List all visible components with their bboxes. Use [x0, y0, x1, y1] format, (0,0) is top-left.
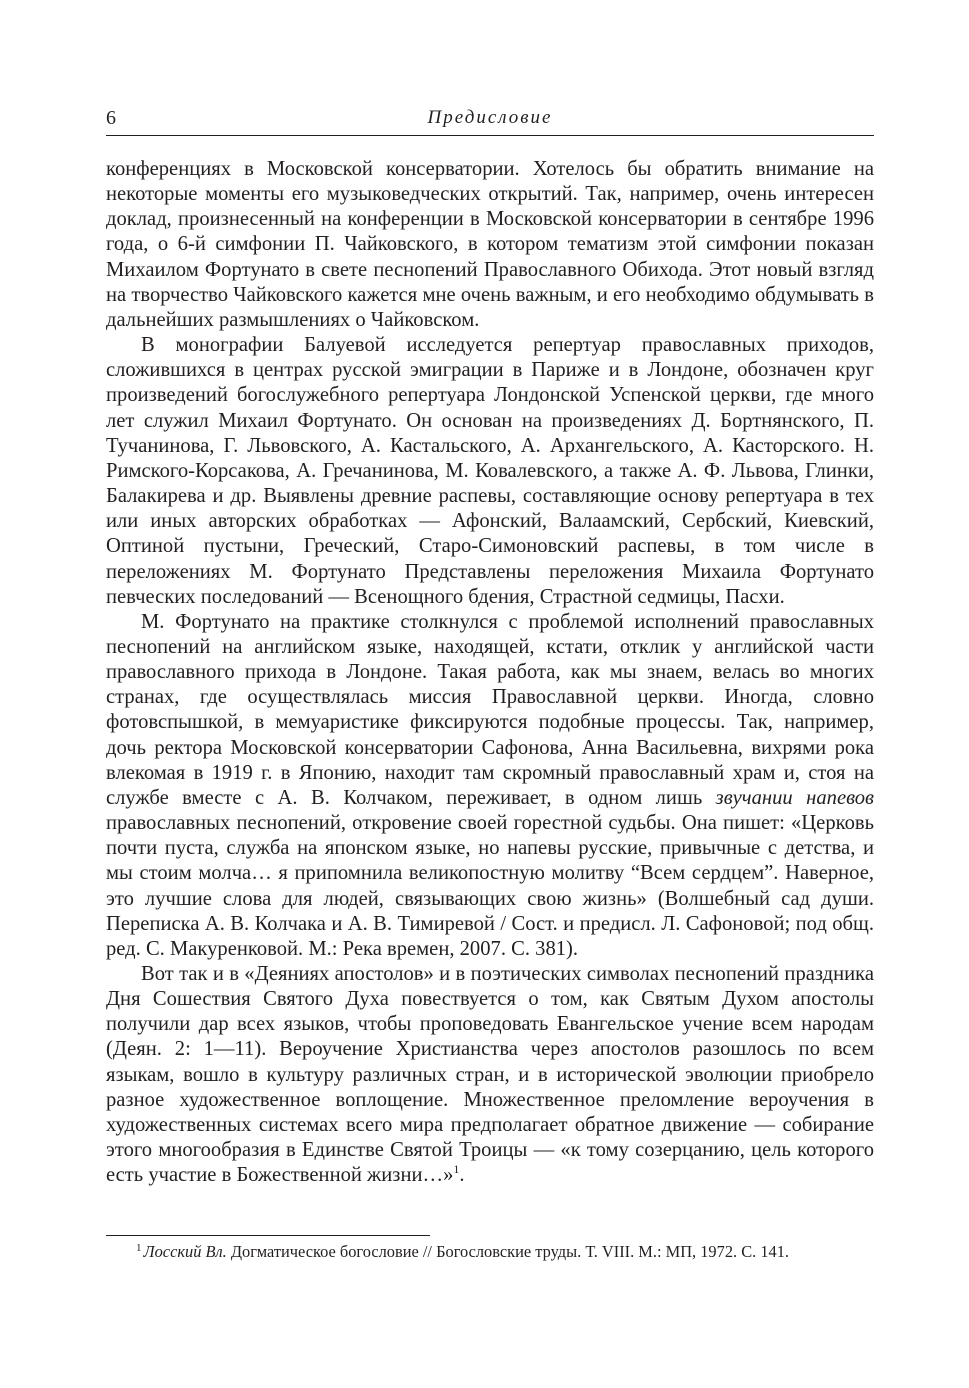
- book-page: [106, 0, 874, 1388]
- paragraph-4-end: .: [459, 1164, 465, 1187]
- paragraph-4: [106, 962, 874, 1188]
- paragraph-3-text-start: М. Фортунато на практике столкнулся с проблемой исполнений православных песнопений на английском языке, находящей, кстати, отклик у английской части православного прихода в Лондоне. Такая работа, как мы знаем, велась во многих странах, где осуществлялась миссия Православной церкви. Иногда, словно фотовспышкой, в мемуаристике фиксируются подобные процессы. Так, например, дочь ректора Московской консерватории Сафонова, Анна Васильевна, вихрями рока влекомая в 1919 г. в Японию, находит там скромный православный храм и, стоя на службе вместе с А. В. Колчаком, переживает, в одном лишь: [106, 610, 874, 809]
- header-rule: [106, 135, 874, 136]
- footnote-rule: [106, 1235, 430, 1236]
- paragraph-3-text-end: православных песнопений, откровение своей горестной судьбы. Она пишет: «Церковь почти пуста, служба на японском языке, но напевы русские, привычные с детства, и мы стоим молча… я припомнила великопостную молитву “Всем сердцем”. Наверное, это лучшие слова для людей, связывающих свою жизнь» (Волшебный сад души. Переписка А. В. Колчака и А. В. Тимиревой / Сост. и предисл. Л. Сафоновой; под общ. ред. С. Макуренковой. М.: Река времен, 2007. С. 381).: [106, 812, 874, 960]
- paragraph-3: [106, 610, 874, 962]
- paragraph-4-text: Вот так и в «Деяниях апостолов» и в поэтических символах песнопений праздника Дня Сошествия Святого Духа повествуется о том, как Святым Духом апостолы получили дар всех языков, чтобы проповедовать Евангельское учение всем народам (Деян. 2: 1—11). Вероучение Христианства через апостолов разошлось по всем языкам, вошло в культуру различных стран, и в исторической эволюции приобрело разное художественное воплощение. Множественное преломление вероучения в художественных системах всего мира предполагает обратное движение — собирание этого многообразия в Единстве Святой Троицы — «к тому созерцанию, цель которого есть участие в Божественной жизни…»: [106, 963, 874, 1187]
- footnote-reference[interactable]: 1: [453, 1162, 460, 1177]
- footnote: [106, 1241, 874, 1263]
- paragraph-2: В монографии Балуевой исследуется репертуар православных приходов, сложившихся в центрах русской эмиграции в Париже и в Лондоне, обозначен круг произведений богослужебного репертуара Лондонской Успенской церкви, где много лет служил Михаил Фортунато. Он основан на произведениях Д. Бортнянского, П. Тучанинова, Г. Львовского, А. Кастальского, А. Архангельского, А. Касторского. Н. Римского-Корсакова, А. Гречанинова, М. Ковалевского, а также А. Ф. Львова, Глинки, Балакирева и др. Выявлены древние распевы, составляющие основу репертуара в тех или иных авторских обработках — Афонский, Валаамский, Сербский, Киевский, Оптиной пустыни, Греческий, Старо-Симоновский распевы, в том числе в переложениях М. Фортунато Представлены переложения Михаила Фортунато певческих последований — Всенощного бдения, Страстной седмицы, Пасхи.: [106, 334, 874, 608]
- paragraph-1: конференциях в Московской консерватории. Хотелось бы обратить внимание на некоторые моменты его музыковедческих открытий. Так, например, очень интересен доклад, произнесенный на конференции в Московской консерватории в сентябре 1996 года, о 6-й симфонии П. Чайковского, в котором тематизм этой симфонии показан Михаилом Фортунато в свете песнопений Православного Обихода. Этот новый взгляд на творчество Чайковского кажется мне очень важным, и его необходимо обдумывать в дальнейших размышлениях о Чайковском.: [106, 158, 874, 331]
- footnote-author: Лосский Вл.: [143, 1242, 227, 1261]
- footnote-number: 1: [136, 1241, 142, 1254]
- footnote-text: Догматическое богословие // Богословские труды. Т. VIII. М.: МП, 1972. С. 141.: [226, 1242, 790, 1261]
- section-title: Предисловие: [427, 107, 553, 128]
- main-text: [106, 157, 874, 1188]
- page-number: 6: [106, 107, 116, 129]
- paragraph-3-emphasis: звучании напевов: [715, 786, 874, 809]
- running-header: [106, 106, 874, 130]
